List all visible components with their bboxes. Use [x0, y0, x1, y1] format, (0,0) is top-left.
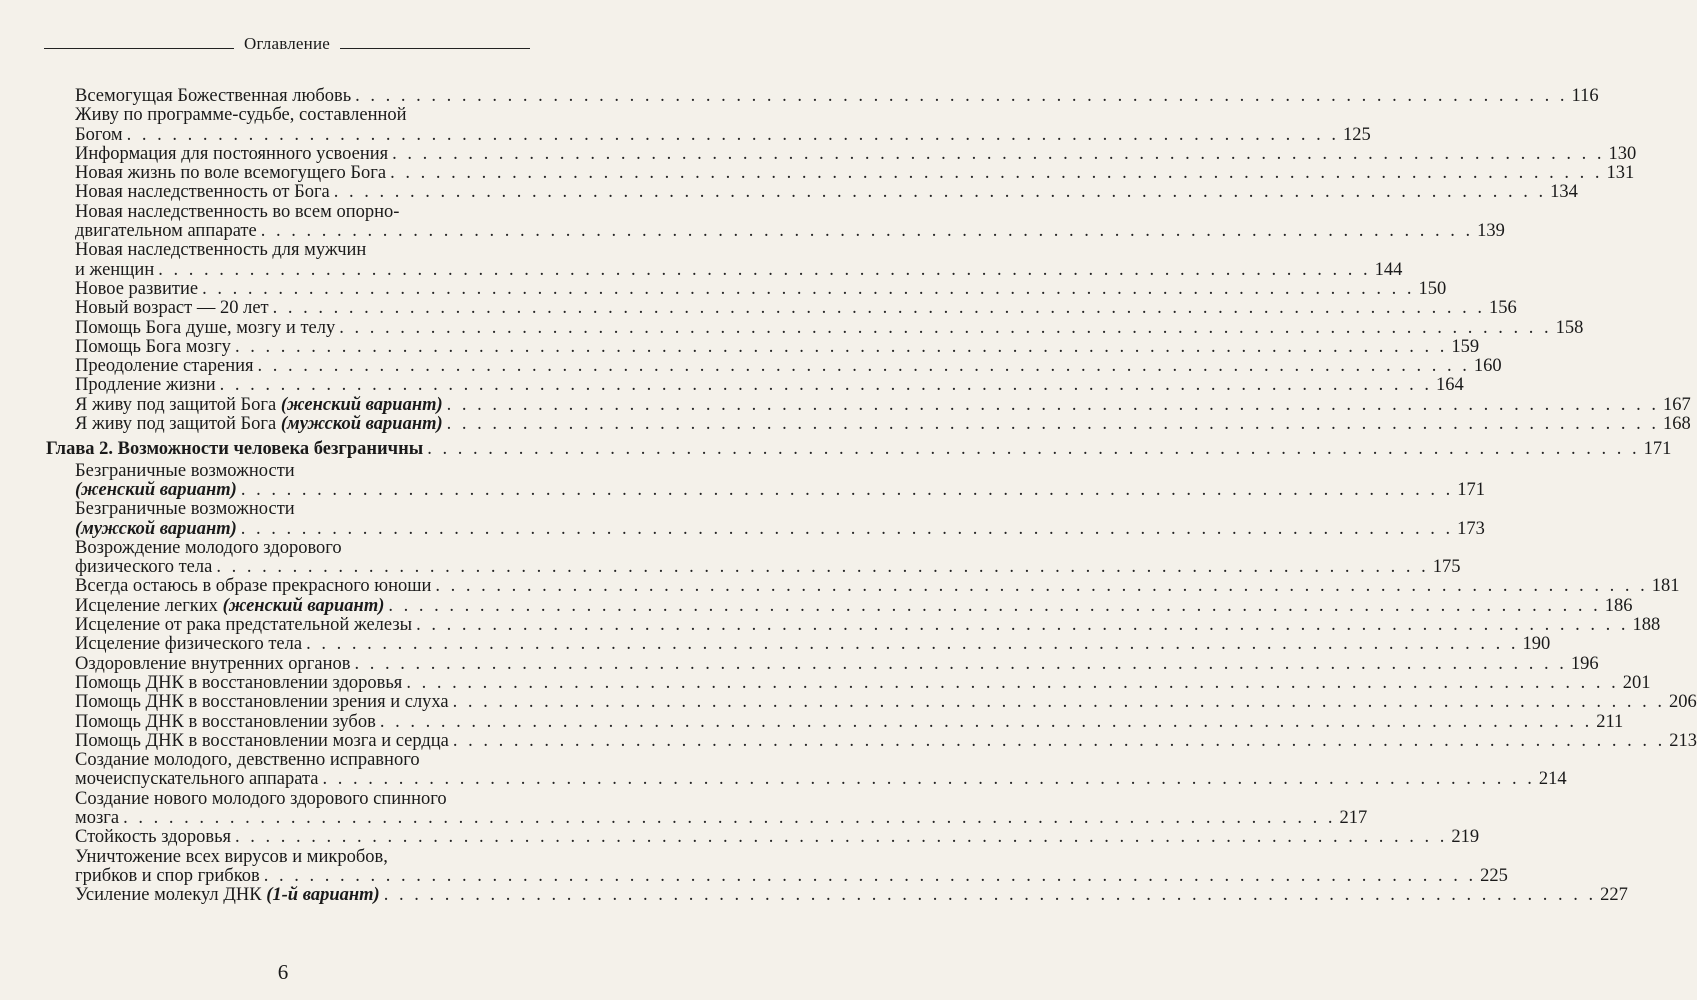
toc-entry: [0, 201, 1505, 242]
dot-leader: . . . . . . . . . . . . . . . . . . . . . . . . . . . . . . . . . . . . . . . . . . . . . . . . . . . . . . . . . . . . . . . . . . . . . . . . . . . . . . . .: [234, 336, 1448, 357]
toc-entry-last-line: [75, 221, 1505, 242]
toc-entry: [0, 653, 1599, 674]
toc-entry-title: [75, 481, 237, 500]
toc-entry-line: Возрождение молодого здорового: [75, 537, 342, 558]
toc-page-number: 139: [1477, 221, 1505, 242]
toc-entry-line: Живу по программе-судьбе, составленной: [75, 105, 407, 126]
dot-leader: . . . . . . . . . . . . . . . . . . . . . . . . . . . . . . . . . . . . . . . . . . . . . . . . . . . . . . . . . . . . . . . . . . . . . . . . . . . . . . . .: [392, 143, 1605, 164]
dot-leader: . . . . . . . . . . . . . . . . . . . . . . . . . . . . . . . . . . . . . . . . . . . . . . . . . . . . . . . . . . . . . . . . . . . . . . . . . . . . . . . .: [235, 827, 1448, 848]
toc-entry-title: [75, 674, 402, 693]
toc-entry-text: Преодоление старения: [75, 356, 254, 377]
toc-entry-title: [75, 867, 260, 886]
toc-entry-last-line: [75, 394, 1691, 415]
toc-page-number: 156: [1489, 298, 1517, 319]
toc-entry: [0, 182, 1578, 203]
toc-page-number: 171: [1643, 439, 1672, 460]
toc-entry: [0, 537, 1461, 578]
page-number: 6: [277, 960, 289, 984]
toc-entry: [0, 317, 1584, 338]
toc-page-number: 167: [1663, 394, 1691, 415]
toc-entry-last-line: [75, 317, 1584, 338]
toc-entry-variant: (1-й вариант): [266, 885, 380, 906]
toc-entry-text: Всегда остаюсь в образе прекрасного юноши: [75, 576, 432, 597]
toc-entry-text: Новая жизнь по воле всемогущего Бога: [75, 163, 387, 184]
toc-entry-text: Новый возраст — 20 лет: [75, 298, 269, 319]
toc-page-number: 225: [1480, 865, 1508, 886]
dot-leader: . . . . . . . . . . . . . . . . . . . . . . . . . . . . . . . . . . . . . . . . . . . . . . . . . . . . . . . . . . . . . . . . . . . . . . . . . . . . . . . .: [406, 672, 1619, 693]
toc-entry-title: [75, 338, 231, 357]
toc-entry: [0, 576, 1680, 597]
toc-entry-title: [75, 357, 254, 376]
toc-entry: [0, 672, 1651, 693]
toc-entry-text: Я живу под защитой Бога: [75, 394, 277, 415]
toc-page-number: 150: [1418, 278, 1447, 299]
toc-page-number: 158: [1555, 317, 1584, 338]
toc-entry-title: [75, 164, 386, 183]
toc-entry-line: Создание нового молодого здорового спинного: [75, 788, 447, 809]
header-rule-right: [340, 48, 530, 49]
toc-chapter-entry: [0, 439, 1672, 460]
toc-entry-variant: (женский вариант): [222, 595, 385, 616]
toc-entry: [0, 278, 1447, 299]
toc-entry-last-line: [75, 356, 1502, 377]
toc-entry-title: [75, 280, 198, 299]
toc-page-number: 213: [1669, 730, 1697, 751]
toc-entry-title: [75, 655, 351, 674]
toc-entry: [0, 414, 1691, 435]
toc-entry-title: [75, 597, 384, 616]
toc-page-number: 175: [1432, 557, 1461, 578]
toc-entry: [0, 634, 1551, 655]
dot-leader: . . . . . . . . . . . . . . . . . . . . . . . . . . . . . . . . . . . . . . . . . . . . . . . . . . . . . . . . . . . . . . . . . . . . . . . . . . . . . . . .: [446, 414, 1660, 435]
toc-entry-title: [75, 770, 319, 789]
toc-entry-last-line: [46, 439, 1672, 460]
toc-entry-title: [75, 319, 335, 338]
toc-entry-title: [75, 616, 412, 635]
toc-entry-text: Помощь Бога душе, мозгу и телу: [75, 317, 336, 338]
toc-page-number: 130: [1608, 143, 1637, 164]
dot-leader: . . . . . . . . . . . . . . . . . . . . . . . . . . . . . . . . . . . . . . . . . . . . . . . . . . . . . . . . . . . . . . . . . . . . . . . . . . . . . . . .: [388, 595, 1601, 616]
toc-entry-text: Помощь ДНК в восстановлении мозга и сердца: [75, 730, 449, 751]
dot-leader: . . . . . . . . . . . . . . . . . . . . . . . . . . . . . . . . . . . . . . . . . . . . . . . . . . . . . . . . . . . . . . . . . . . . . . . . . . . . . . . .: [257, 356, 1470, 377]
toc-page-number: 186: [1604, 595, 1633, 616]
toc-entry-last-line: [75, 634, 1551, 655]
dot-leader: . . . . . . . . . . . . . . . . . . . . . . . . . . . . . . . . . . . . . . . . . . . . . . . . . . . . . . . . . . . . . . . . . . . . . . . . . . . . . . . .: [219, 375, 1432, 396]
toc-entry: [0, 86, 1599, 106]
toc-entry: [0, 827, 1480, 848]
toc-page-number: 131: [1606, 163, 1635, 184]
toc-entry-last-line: [75, 182, 1578, 203]
toc-entry-title: [75, 376, 216, 395]
toc-entry-last-line: [75, 259, 1403, 280]
toc-entry-text: Помощь ДНК в восстановлении зрения и слуха: [75, 692, 449, 713]
dot-leader: . . . . . . . . . . . . . . . . . . . . . . . . . . . . . . . . . . . . . . . . . . . . . . . . . . . . . . . . . . . . . . . . . . . . . . . . . . . . . . . .: [322, 769, 1535, 790]
toc-entry-last-line: [75, 595, 1633, 616]
dot-leader: . . . . . . . . . . . . . . . . . . . . . . . . . . . . . . . . . . . . . . . . . . . . . . . . . . . . . . . . . . . . . . . . . . . . . . . . . . . . . . . .: [383, 885, 1597, 906]
dot-leader: . . . . . . . . . . . . . . . . . . . . . . . . . . . . . . . . . . . . . . . . . . . . . . . . . . . . . . . . . . . . . . . . . . . . . . . . . . . . . . . .: [306, 634, 1519, 655]
toc-entry: [0, 885, 1628, 906]
toc-page-number: 116: [1571, 86, 1599, 106]
toc-entry: [0, 375, 1464, 396]
toc-entry-title: [75, 126, 123, 145]
dot-leader: . . . . . . . . . . . . . . . . . . . . . . . . . . . . . . . . . . . . . . . . . . . . . . . . . . . . . . . . . . . . . . . . . . . . . . . . . . . . . . . .: [339, 317, 1552, 338]
toc-entry-line: Создание молодого, девственно исправного: [75, 750, 420, 771]
toc-entry-last-line: [75, 672, 1651, 693]
dot-leader: . . . . . . . . . . . . . . . . . . . . . . . . . . . . . . . . . . . . . . . . . . . . . . . . . . . . . . . . . . . . . . . . . . . . . . . . . . . . . . . .: [446, 394, 1660, 415]
toc-entry-last-line: [75, 557, 1461, 578]
toc-entry: [0, 394, 1691, 415]
dot-leader: . . . . . . . . . . . . . . . . . . . . . . . . . . . . . . . . . . . . . . . . . . . . . . . . . . . . . . . . . . . . . . . . . . . . . . . . . . . . . . . .: [123, 807, 1336, 828]
toc-entry: [0, 336, 1480, 357]
toc-entry-text: Исцеление от рака предстательной железы: [75, 615, 413, 636]
dot-leader: . . . . . . . . . . . . . . . . . . . . . . . . . . . . . . . . . . . . . . . . . . . . . . . . . . . . . . . . . . . . . . . . . . . . . . . . . . . . . . . .: [435, 576, 1648, 597]
toc-entry-last-line: [75, 827, 1480, 848]
toc-page-number: 144: [1374, 259, 1403, 280]
toc-page-number: 125: [1342, 124, 1371, 145]
toc-entry: [0, 692, 1697, 713]
toc-entry-last-line: [75, 711, 1624, 732]
toc-entry-last-line: [75, 163, 1635, 184]
toc-entry-text: Информация для постоянного усвоения: [75, 143, 389, 164]
toc-entry-text: Помощь ДНК в восстановлении здоровья: [75, 672, 403, 693]
dot-leader: . . . . . . . . . . . . . . . . . . . . . . . . . . . . . . . . . . . . . . . . . . . . . . . . . . . . . . . . . . . . . . . . . . . . . . . . . . . . . . . .: [452, 692, 1666, 713]
toc-entry-title: [75, 222, 257, 241]
toc-page-number: 219: [1451, 827, 1480, 848]
toc-entry-last-line: [75, 615, 1661, 636]
toc-entry-title: [75, 520, 237, 539]
toc-entry-line: Безграничные возможности: [75, 460, 295, 481]
toc-entry-text: Новая наследственность от Бога: [75, 182, 330, 203]
toc-page-number: 217: [1339, 807, 1368, 828]
toc-page-number: 159: [1451, 336, 1480, 357]
toc-entry-last-line: [75, 692, 1697, 713]
toc-entry-text: Стойкость здоровья: [75, 827, 232, 848]
dot-leader: . . . . . . . . . . . . . . . . . . . . . . . . . . . . . . . . . . . . . . . . . . . . . . . . . . . . . . . . . . . . . . . . . . . . . . . . . . . . . . . .: [240, 479, 1454, 500]
toc-entry-title: [75, 635, 302, 654]
toc-page-number: 164: [1436, 375, 1464, 396]
toc-entry-text: Оздоровление внутренних органов: [75, 653, 351, 674]
toc-page-number: 160: [1473, 356, 1502, 377]
toc-page-number: 134: [1550, 182, 1578, 203]
toc-entry-title: [75, 693, 449, 712]
toc-entry-last-line: [75, 336, 1480, 357]
toc-entry-line: Уничтожение всех вирусов и микробов,: [75, 846, 388, 867]
toc-entry-text: Глава 2. Возможности человека безграничны: [46, 439, 424, 460]
dot-leader: . . . . . . . . . . . . . . . . . . . . . . . . . . . . . . . . . . . . . . . . . . . . . . . . . . . . . . . . . . . . . . . . . . . . . . . . . . . . . . . .: [427, 439, 1640, 460]
toc-entry: [0, 846, 1508, 887]
toc-entry-text: Продление жизни: [75, 375, 216, 396]
toc-page-number: 211: [1596, 711, 1624, 732]
toc-entry-title: [75, 886, 380, 905]
toc-entry-title: [75, 713, 376, 732]
toc-entry-text: мочеиспускательного аппарата: [75, 769, 319, 790]
toc-entry: [0, 750, 1567, 790]
toc-entry-title: [75, 577, 431, 596]
toc-entry-line: Новая наследственность во всем опорно-: [75, 201, 400, 222]
toc-entry-text: грибков и спор грибков: [75, 865, 260, 886]
toc-entry-text: двигательном аппарате: [75, 221, 257, 242]
toc-entry-variant: (женский вариант): [75, 479, 237, 500]
toc-entry-last-line: [75, 865, 1508, 886]
toc-entry-last-line: [75, 479, 1485, 500]
toc-entry-text: Исцеление физического тела: [75, 634, 303, 655]
toc-page-number: 168: [1663, 414, 1691, 435]
toc-entry-text: Исцеление легких: [75, 595, 218, 616]
toc-entry-text: Помощь Бога мозгу: [75, 336, 231, 357]
toc-entry: [0, 356, 1502, 377]
toc-page-number: 190: [1522, 634, 1551, 655]
dot-leader: . . . . . . . . . . . . . . . . . . . . . . . . . . . . . . . . . . . . . . . . . . . . . . . . . . . . . . . . . . . . . . . . . . . . . . . . . . . . . . . .: [263, 865, 1477, 886]
toc-entry: [0, 788, 1368, 829]
dot-leader: . . . . . . . . . . . . . . . . . . . . . . . . . . . . . . . . . . . . . . . . . . . . . . . . . . . . . . . . . . . . . . . . . . . . . . . . . . . . . . . .: [390, 163, 1603, 184]
toc-entry: [0, 298, 1517, 319]
table-of-contents: [0, 86, 1697, 906]
dot-leader: . . . . . . . . . . . . . . . . . . . . . . . . . . . . . . . . . . . . . . . . . . . . . . . . . . . . . . . . . . . . . . . . . . . . . . . . . . . . . . . .: [240, 518, 1454, 539]
toc-entry-title: [75, 558, 212, 577]
toc-entry-variant: (женский вариант): [280, 394, 443, 415]
toc-page-number: 188: [1632, 615, 1661, 636]
dot-leader: . . . . . . . . . . . . . . . . . . . . . . . . . . . . . . . . . . . . . . . . . . . . . . . . . . . . . . . . . . . . . . . . . . . . . . . . . . . . . . . .: [452, 730, 1666, 751]
dot-leader: . . . . . . . . . . . . . . . . . . . . . . . . . . . . . . . . . . . . . . . . . . . . . . . . . . . . . . . . . . . . . . . . . . . . . . . . . . . . . . . .: [354, 653, 1567, 674]
toc-entry-title: [75, 183, 330, 202]
toc-page-number: 201: [1622, 672, 1651, 693]
toc-entry-text: Усиление молекул ДНК: [75, 885, 262, 906]
toc-entry-last-line: [75, 807, 1368, 828]
toc-entry-text: Помощь ДНК в восстановлении зубов: [75, 711, 376, 732]
toc-entry-title: [75, 145, 388, 164]
toc-entry-title: [75, 299, 269, 318]
running-header: [44, 30, 530, 58]
dot-leader: . . . . . . . . . . . . . . . . . . . . . . . . . . . . . . . . . . . . . . . . . . . . . . . . . . . . . . . . . . . . . . . . . . . . . . . . . . . . . . . .: [216, 557, 1429, 578]
toc-entry-variant: (мужской вариант): [75, 518, 237, 539]
toc-entry-title: [75, 415, 443, 434]
toc-entry-line: Новая наследственность для мужчин: [75, 240, 367, 261]
toc-entry-title: [46, 440, 423, 459]
toc-entry-text: физического тела: [75, 557, 213, 578]
toc-entry-last-line: [75, 885, 1628, 906]
toc-entry-text: Я живу под защитой Бога: [75, 414, 277, 435]
toc-page-number: 206: [1669, 692, 1697, 713]
toc-entry: [0, 105, 1371, 145]
toc-entry-last-line: [75, 124, 1371, 145]
toc-entry-line: Безграничные возможности: [75, 499, 295, 520]
toc-entry-last-line: [75, 414, 1691, 435]
toc-entry-variant: (мужской вариант): [280, 414, 443, 435]
toc-entry: [0, 240, 1403, 280]
dot-leader: . . . . . . . . . . . . . . . . . . . . . . . . . . . . . . . . . . . . . . . . . . . . . . . . . . . . . . . . . . . . . . . . . . . . . . . . . . . . . . . .: [379, 711, 1593, 732]
toc-entry-title: [75, 732, 449, 751]
toc-entry-last-line: [75, 769, 1567, 790]
toc-entry-title: [75, 87, 351, 106]
toc-entry-text: мозга: [75, 807, 120, 828]
dot-leader: . . . . . . . . . . . . . . . . . . . . . . . . . . . . . . . . . . . . . . . . . . . . . . . . . . . . . . . . . . . . . . . . . . . . . . . . . . . . . . . .: [355, 86, 1568, 106]
toc-entry-title: [75, 809, 119, 828]
toc-entry-last-line: [75, 298, 1517, 319]
dot-leader: . . . . . . . . . . . . . . . . . . . . . . . . . . . . . . . . . . . . . . . . . . . . . . . . . . . . . . . . . . . . . . . . . . . . . . . . . . . . . . . .: [202, 278, 1415, 299]
toc-entry-last-line: [75, 143, 1637, 164]
dot-leader: . . . . . . . . . . . . . . . . . . . . . . . . . . . . . . . . . . . . . . . . . . . . . . . . . . . . . . . . . . . . . . . . . . . . . . . . . . . . . . . .: [416, 615, 1629, 636]
toc-entry: [0, 163, 1635, 184]
toc-page-number: 227: [1600, 885, 1628, 906]
toc-page-number: 196: [1570, 653, 1599, 674]
dot-leader: . . . . . . . . . . . . . . . . . . . . . . . . . . . . . . . . . . . . . . . . . . . . . . . . . . . . . . . . . . . . . . . . . . . . . . . . . . . . . . . .: [272, 298, 1486, 319]
dot-leader: . . . . . . . . . . . . . . . . . . . . . . . . . . . . . . . . . . . . . . . . . . . . . . . . . . . . . . . . . . . . . . . . . . . . . . . . . . . . . . . .: [126, 124, 1339, 145]
toc-entry: [0, 711, 1624, 732]
toc-page-number: 214: [1538, 769, 1567, 790]
toc-entry: [0, 460, 1485, 501]
toc-entry-last-line: [75, 653, 1599, 674]
toc-entry-title: [75, 828, 231, 847]
toc-entry-last-line: [75, 86, 1599, 106]
dot-leader: . . . . . . . . . . . . . . . . . . . . . . . . . . . . . . . . . . . . . . . . . . . . . . . . . . . . . . . . . . . . . . . . . . . . . . . . . . . . . . . .: [333, 182, 1547, 203]
toc-page-number: 173: [1457, 518, 1485, 539]
toc-entry-text: Всемогущая Божественная любовь: [75, 86, 352, 106]
toc-entry-last-line: [75, 576, 1680, 597]
toc-entry: [0, 595, 1633, 616]
toc-entry: [0, 730, 1697, 751]
toc-entry-text: Богом: [75, 124, 123, 145]
toc-entry-text: Новое развитие: [75, 278, 199, 299]
toc-entry: [0, 499, 1485, 539]
dot-leader: . . . . . . . . . . . . . . . . . . . . . . . . . . . . . . . . . . . . . . . . . . . . . . . . . . . . . . . . . . . . . . . . . . . . . . . . . . . . . . . .: [260, 221, 1474, 242]
toc-entry: [0, 143, 1637, 164]
toc-entry-title: [75, 261, 154, 280]
toc-entry-last-line: [75, 278, 1447, 299]
toc-entry-text: и женщин: [75, 259, 155, 280]
toc-page-number: 181: [1651, 576, 1680, 597]
toc-entry-title: [75, 396, 443, 415]
toc-entry: [0, 615, 1661, 636]
toc-entry-last-line: [75, 730, 1697, 751]
toc-entry-last-line: [75, 375, 1464, 396]
toc-entry-last-line: [75, 518, 1485, 539]
dot-leader: . . . . . . . . . . . . . . . . . . . . . . . . . . . . . . . . . . . . . . . . . . . . . . . . . . . . . . . . . . . . . . . . . . . . . . . . . . . . . . . .: [158, 259, 1371, 280]
header-title: Оглавление: [244, 34, 330, 53]
toc-page-number: 171: [1457, 479, 1485, 500]
